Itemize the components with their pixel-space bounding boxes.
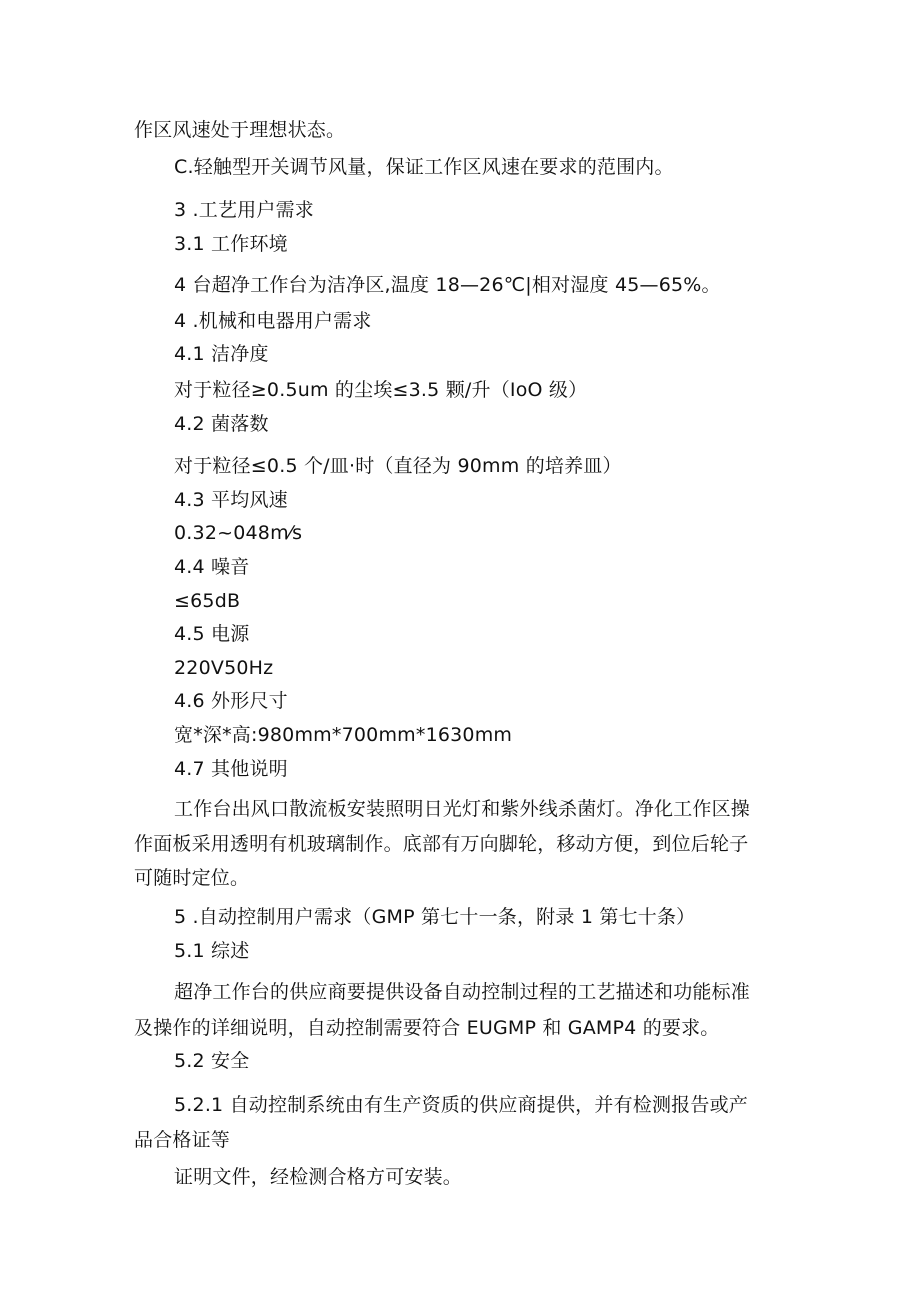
section-heading: 5 .自动控制用户需求（GMP 第七十一条，附录 1 第七十条） xyxy=(174,906,696,928)
section-heading: 4 .机械和电器用户需求 xyxy=(174,310,372,332)
text-line: 可随时定位。 xyxy=(134,867,250,889)
text-line: 品合格证等 xyxy=(134,1129,231,1151)
text-line: 0.32~048m⁄s xyxy=(174,522,303,544)
subsection-heading: 5.1 综述 xyxy=(174,940,250,962)
text-line: 5.2.1 自动控制系统由有生产资质的供应商提供，并有检测报告或产 xyxy=(174,1094,748,1116)
text-line: 作区风速处于理想状态。 xyxy=(134,119,346,141)
subsection-heading: 3.1 工作环境 xyxy=(174,233,288,255)
text-line: 对于粒径≥0.5um 的尘埃≤3.5 颗/升（IoO 级） xyxy=(174,379,588,401)
text-line: 及操作的详细说明，自动控制需要符合 EUGMP 和 GAMP4 的要求。 xyxy=(134,1017,720,1039)
text-line: 超净工作台的供应商要提供设备自动控制过程的工艺描述和功能标准 xyxy=(174,981,751,1003)
text-line: 工作台出风口散流板安装照明日光灯和紫外线杀菌灯。净化工作区操 xyxy=(174,798,751,820)
text-line: 作面板采用透明有机玻璃制作。底部有万向脚轮，移动方便，到位后轮子 xyxy=(134,833,749,855)
subsection-heading: 4.1 洁净度 xyxy=(174,343,269,365)
subsection-heading: 4.3 平均风速 xyxy=(174,489,288,511)
text-line: C.轻触型开关调节风量，保证工作区风速在要求的范围内。 xyxy=(174,156,674,178)
subsection-heading: 4.2 菌落数 xyxy=(174,413,269,435)
subsection-heading: 4.6 外形尺寸 xyxy=(174,690,288,712)
subsection-heading: 5.2 安全 xyxy=(174,1050,250,1072)
text-line: 对于粒径≤0.5 个/皿·时（直径为 90mm 的培养皿） xyxy=(174,455,622,477)
subsection-heading: 4.4 噪音 xyxy=(174,556,250,578)
text-line: ≤65dB xyxy=(174,590,241,612)
section-heading: 3 .工艺用户需求 xyxy=(174,199,314,221)
text-line: 220V50Hz xyxy=(174,657,274,679)
text-line: 宽*深*高:980mm*700mm*1630mm xyxy=(174,724,513,746)
subsection-heading: 4.5 电源 xyxy=(174,623,250,645)
subsection-heading: 4.7 其他说明 xyxy=(174,758,288,780)
text-line: 证明文件，经检测合格方可安装。 xyxy=(174,1166,463,1188)
text-line: 4 台超净工作台为洁净区,温度 18—26℃|相对湿度 45—65%。 xyxy=(174,274,721,296)
